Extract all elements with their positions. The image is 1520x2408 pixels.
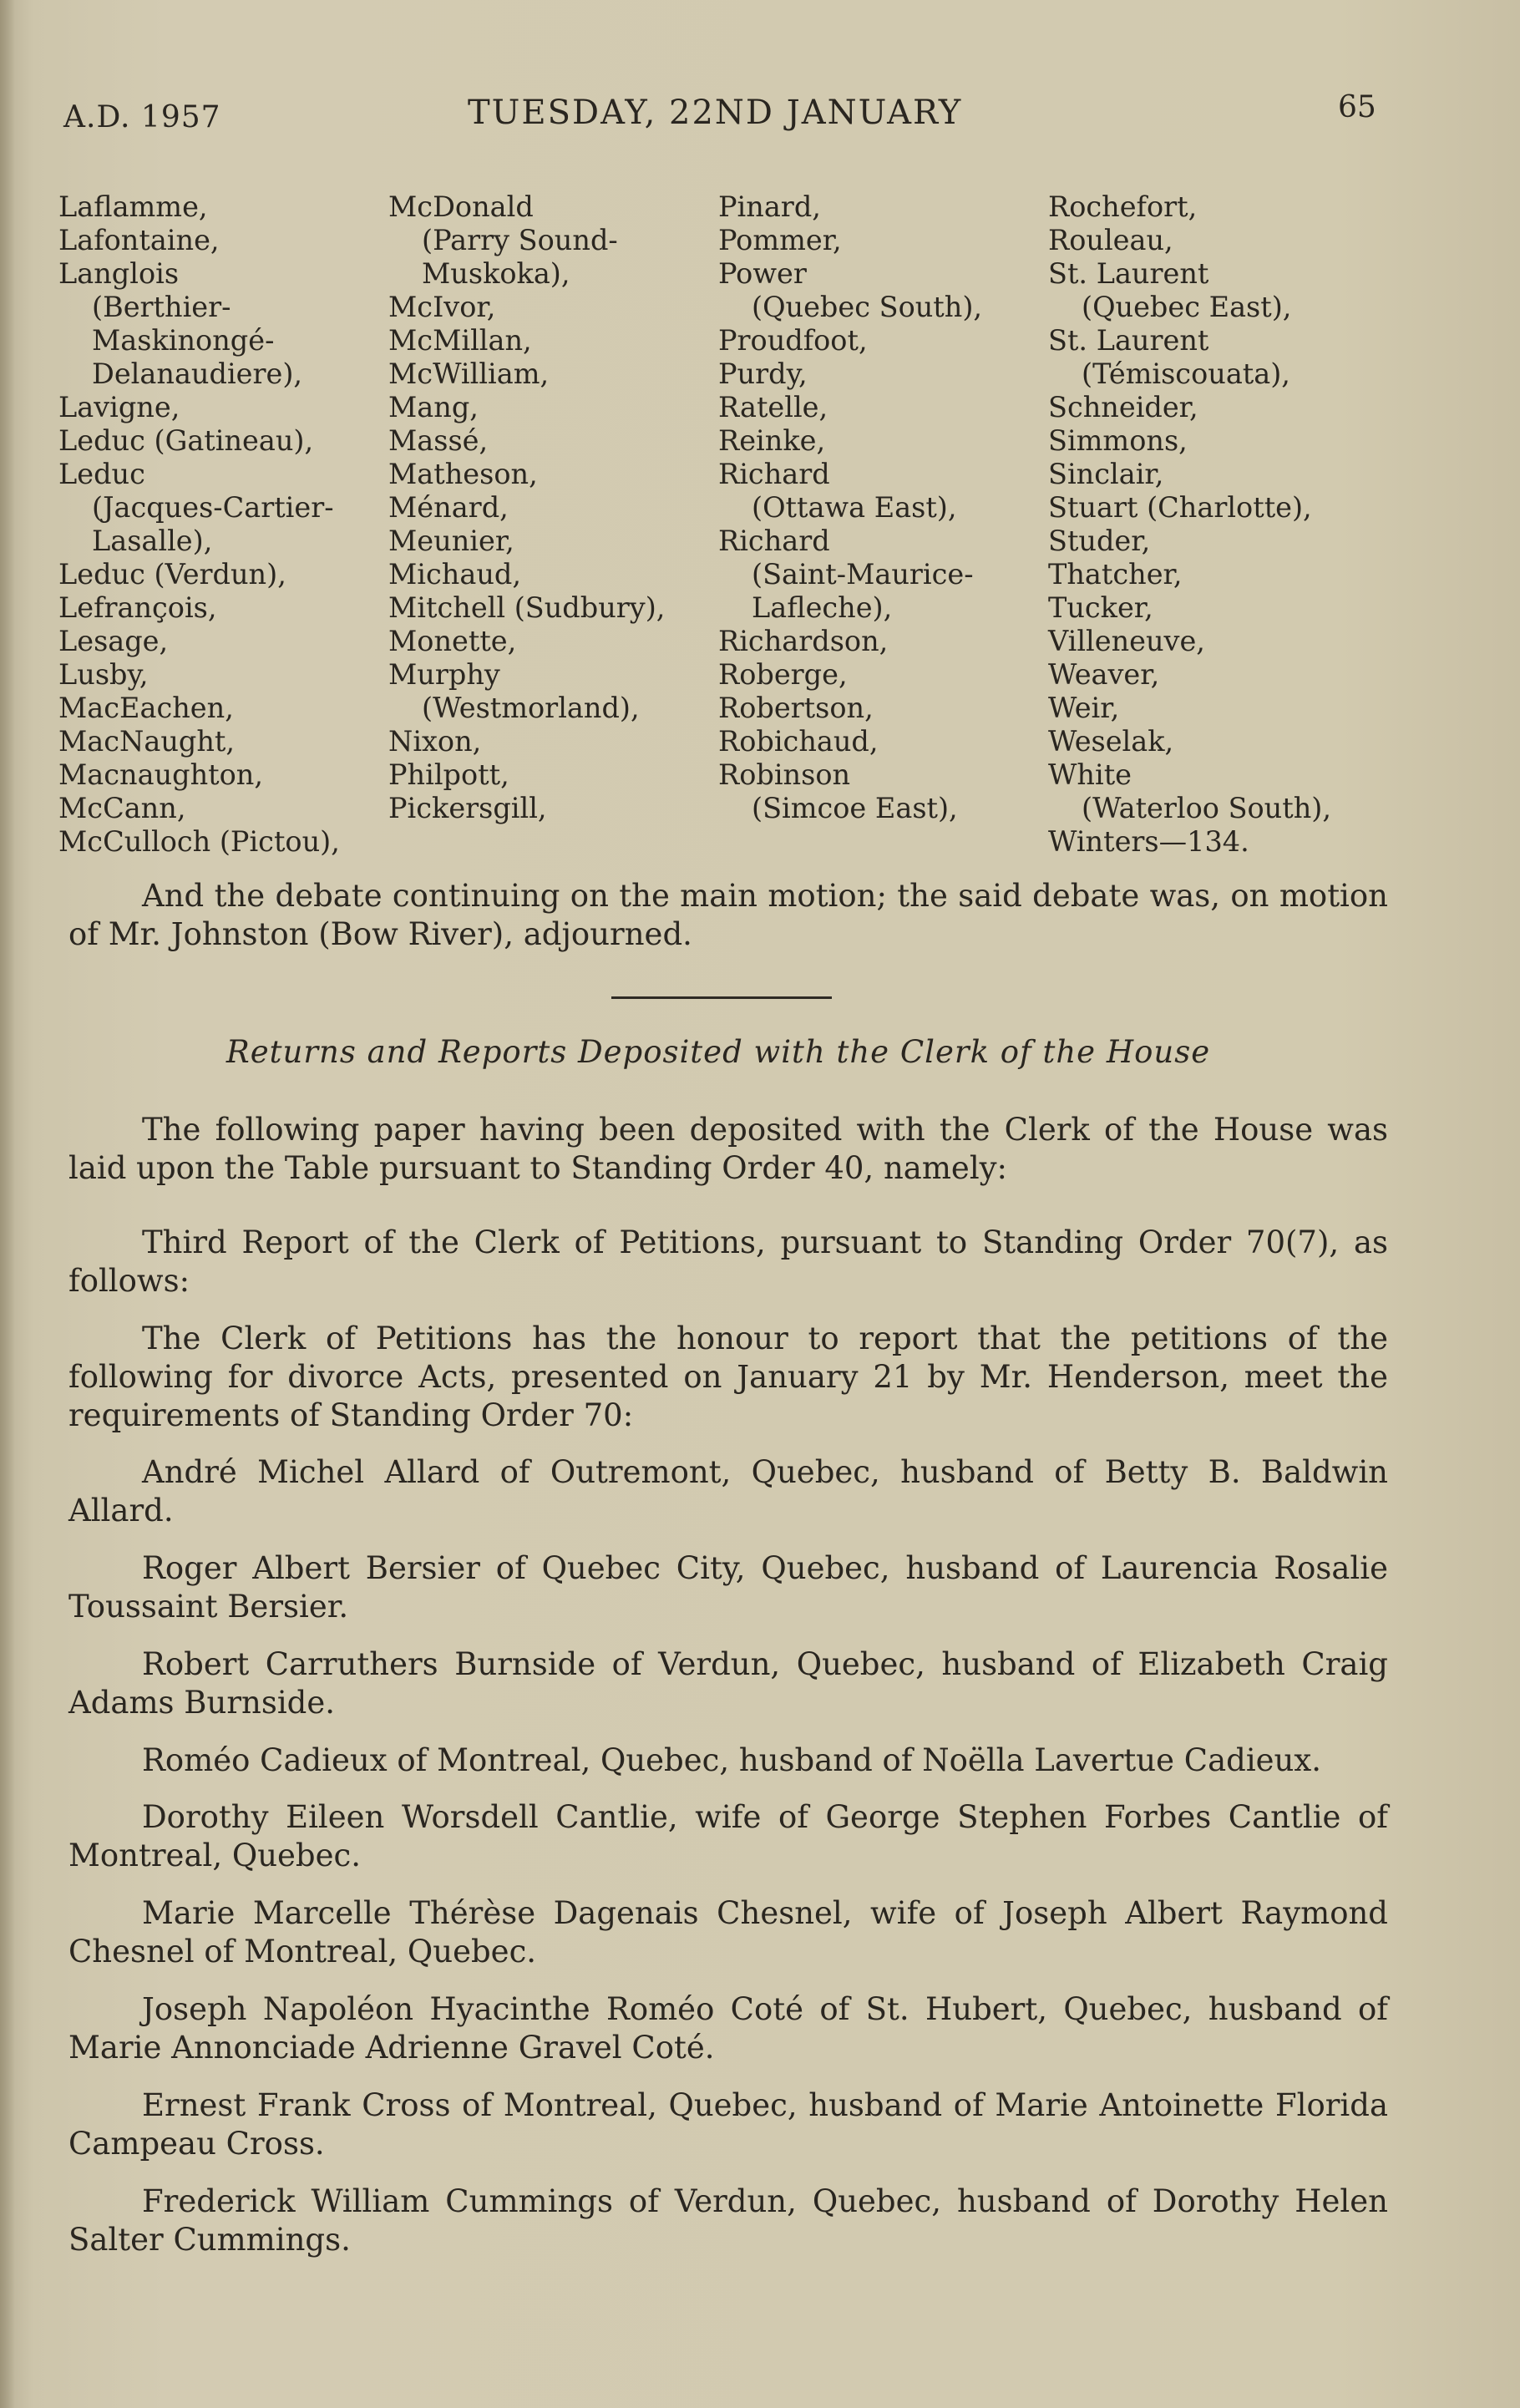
- member-name: McIvor,: [388, 291, 496, 323]
- petition-text: Frederick William Cummings of Verdun, Quebec, husband of Dorothy Helen Salter Cummings.: [68, 2183, 1388, 2258]
- member-name: Reinke,: [718, 424, 826, 457]
- member-name: Robinson: [718, 758, 851, 791]
- member-name: Weir,: [1048, 692, 1120, 724]
- member-name: Roberge,: [718, 658, 848, 691]
- member-name: Ratelle,: [718, 391, 828, 423]
- member-name: Studer,: [1048, 525, 1151, 557]
- member-name: Massé,: [388, 424, 489, 457]
- member-name: St. Laurent: [1048, 324, 1209, 357]
- debate-paragraph: And the debate continuing on the main motion; the said debate was, on motion of Mr. Johnston (Bow River), adjourned.: [68, 878, 1388, 952]
- member-name-cont: (Jacques-Cartier-: [92, 491, 334, 524]
- petition-item: [68, 1798, 1388, 1875]
- member-name-cont: Maskinongé-: [92, 324, 275, 357]
- member-name-cont: (Saint-Maurice-: [752, 558, 974, 591]
- section-title: Returns and Reports Deposited with the Clerk of the House: [225, 1034, 1211, 1070]
- member-name: Villeneuve,: [1048, 625, 1205, 657]
- member-name: Leduc: [58, 458, 145, 490]
- member-name: Lafontaine,: [58, 224, 220, 256]
- petition-item: [68, 2182, 1388, 2259]
- member-name: McCann,: [58, 792, 186, 824]
- member-name: Schneider,: [1048, 391, 1198, 423]
- member-name: Pinard,: [718, 190, 821, 223]
- members-column-4: [1048, 190, 1374, 859]
- member-name: Thatcher,: [1048, 558, 1183, 591]
- petition-text: Marie Marcelle Thérèse Dagenais Chesnel, wife of Joseph Albert Raymond Chesnel of Montreal, Quebec.: [68, 1895, 1388, 1969]
- member-name-cont: (Westmorland),: [422, 692, 640, 724]
- member-name: Purdy,: [718, 357, 808, 390]
- member-name: McDonald: [388, 190, 534, 223]
- member-name: Robichaud,: [718, 725, 879, 758]
- member-name: Stuart (Charlotte),: [1048, 491, 1312, 524]
- petition-item: [68, 1453, 1388, 1530]
- member-name: Leduc (Verdun),: [58, 558, 286, 591]
- header-date: TUESDAY, 22ND JANUARY: [468, 94, 963, 132]
- member-name: Lefrançois,: [58, 591, 217, 624]
- header-year: A.D. 1957: [63, 100, 221, 134]
- petition-item: [68, 2086, 1388, 2163]
- member-name-cont: Delanaudiere),: [92, 357, 303, 390]
- members-column-3: [718, 190, 1044, 825]
- member-name: McCulloch (Pictou),: [58, 825, 340, 858]
- member-name: Richard: [718, 458, 830, 490]
- member-name: St. Laurent: [1048, 257, 1209, 290]
- section-divider: [611, 996, 832, 999]
- member-name: McWilliam,: [388, 357, 550, 390]
- petition-text: André Michel Allard of Outremont, Quebec, husband of Betty B. Baldwin Allard.: [68, 1454, 1388, 1528]
- member-name-cont: (Berthier-: [92, 291, 231, 323]
- petition-text: Joseph Napoléon Hyacinthe Roméo Coté of St. Hubert, Quebec, husband of Marie Annonciade Adrienne Gravel Coté.: [68, 1991, 1388, 2066]
- member-name: Ménard,: [388, 491, 509, 524]
- members-column-1: [58, 190, 384, 859]
- member-name-cont: (Parry Sound-: [422, 224, 618, 256]
- member-name: Matheson,: [388, 458, 538, 490]
- member-name: Robertson,: [718, 692, 874, 724]
- member-name: Monette,: [388, 625, 517, 657]
- members-column-2: [388, 190, 714, 825]
- member-name: Mitchell (Sudbury),: [388, 591, 666, 624]
- member-name: Philpott,: [388, 758, 509, 791]
- page-header: [0, 90, 1520, 140]
- member-name: MacEachen,: [58, 692, 234, 724]
- member-name: Richardson,: [718, 625, 889, 657]
- petition-item: [68, 1549, 1388, 1626]
- member-name: Langlois: [58, 257, 180, 290]
- petition-text: Roméo Cadieux of Montreal, Quebec, husband of Noëlla Lavertue Cadieux.: [142, 1742, 1322, 1778]
- member-name: McMillan,: [388, 324, 532, 357]
- member-name: Lusby,: [58, 658, 149, 691]
- member-name: Weselak,: [1048, 725, 1174, 758]
- intro-paragraph: The following paper having been deposited with the Clerk of the House was laid upon the Table pursuant to Standing Order 40, namely:: [68, 1112, 1388, 1186]
- report-intro: [68, 1111, 1388, 1188]
- member-name: White: [1048, 758, 1132, 791]
- member-name: Simmons,: [1048, 424, 1188, 457]
- member-name: Laflamme,: [58, 190, 208, 223]
- member-name: Leduc (Gatineau),: [58, 424, 314, 457]
- petition-item: [68, 1645, 1388, 1722]
- member-name: Winters—134.: [1048, 825, 1249, 858]
- member-name-cont: (Ottawa East),: [752, 491, 957, 524]
- member-name: MacNaught,: [58, 725, 236, 758]
- member-name: Lavigne,: [58, 391, 180, 423]
- member-name-cont: (Waterloo South),: [1082, 792, 1332, 824]
- member-name: Proudfoot,: [718, 324, 868, 357]
- debate-block: [68, 877, 1388, 954]
- member-name: Murphy: [388, 658, 500, 691]
- member-name: Sinclair,: [1048, 458, 1164, 490]
- page-number: 65: [1338, 90, 1376, 124]
- member-name: Weaver,: [1048, 658, 1160, 691]
- member-name-cont: (Quebec East),: [1082, 291, 1292, 323]
- member-name-cont: (Simcoe East),: [752, 792, 958, 824]
- petition-text: Ernest Frank Cross of Montreal, Quebec, husband of Marie Antoinette Florida Campeau Cross.: [68, 2087, 1388, 2162]
- members-list: [58, 190, 1395, 859]
- member-name-cont: (Quebec South),: [752, 291, 983, 323]
- member-name-cont: Lasalle),: [92, 525, 213, 557]
- member-name: Pommer,: [718, 224, 842, 256]
- member-name: Lesage,: [58, 625, 169, 657]
- clerk-report-block: [68, 1320, 1388, 1435]
- member-name: Tucker,: [1048, 591, 1153, 624]
- member-name-cont: Muskoka),: [422, 257, 570, 290]
- member-name: Rochefort,: [1048, 190, 1198, 223]
- clerk-report-paragraph: The Clerk of Petitions has the honour to report that the petitions of the following for divorce Acts, presented on January 21 by Mr. Henderson, meet the requirements of Standing Order 70:: [68, 1321, 1388, 1433]
- petition-text: Roger Albert Bersier of Quebec City, Quebec, husband of Laurencia Rosalie Toussaint Bersier.: [68, 1550, 1388, 1625]
- report-title-paragraph: Third Report of the Clerk of Petitions, pursuant to Standing Order 70(7), as follows:: [68, 1224, 1388, 1299]
- member-name-cont: Lafleche),: [752, 591, 893, 624]
- petition-text: Dorothy Eileen Worsdell Cantlie, wife of George Stephen Forbes Cantlie of Montreal, Quebec.: [68, 1799, 1388, 1873]
- member-name: Michaud,: [388, 558, 521, 591]
- member-name-cont: (Témiscouata),: [1082, 357, 1290, 390]
- member-name: Power: [718, 257, 807, 290]
- report-title-block: [68, 1224, 1388, 1300]
- member-name: Richard: [718, 525, 830, 557]
- petition-item: [68, 1741, 1388, 1780]
- member-name: Rouleau,: [1048, 224, 1173, 256]
- member-name: Macnaughton,: [58, 758, 264, 791]
- member-name: Meunier,: [388, 525, 514, 557]
- petition-item: [68, 1894, 1388, 1971]
- member-name: Nixon,: [388, 725, 482, 758]
- member-name: Mang,: [388, 391, 479, 423]
- petition-text: Robert Carruthers Burnside of Verdun, Quebec, husband of Elizabeth Craig Adams Burnside.: [68, 1646, 1388, 1721]
- petition-item: [68, 1990, 1388, 2067]
- member-name: Pickersgill,: [388, 792, 547, 824]
